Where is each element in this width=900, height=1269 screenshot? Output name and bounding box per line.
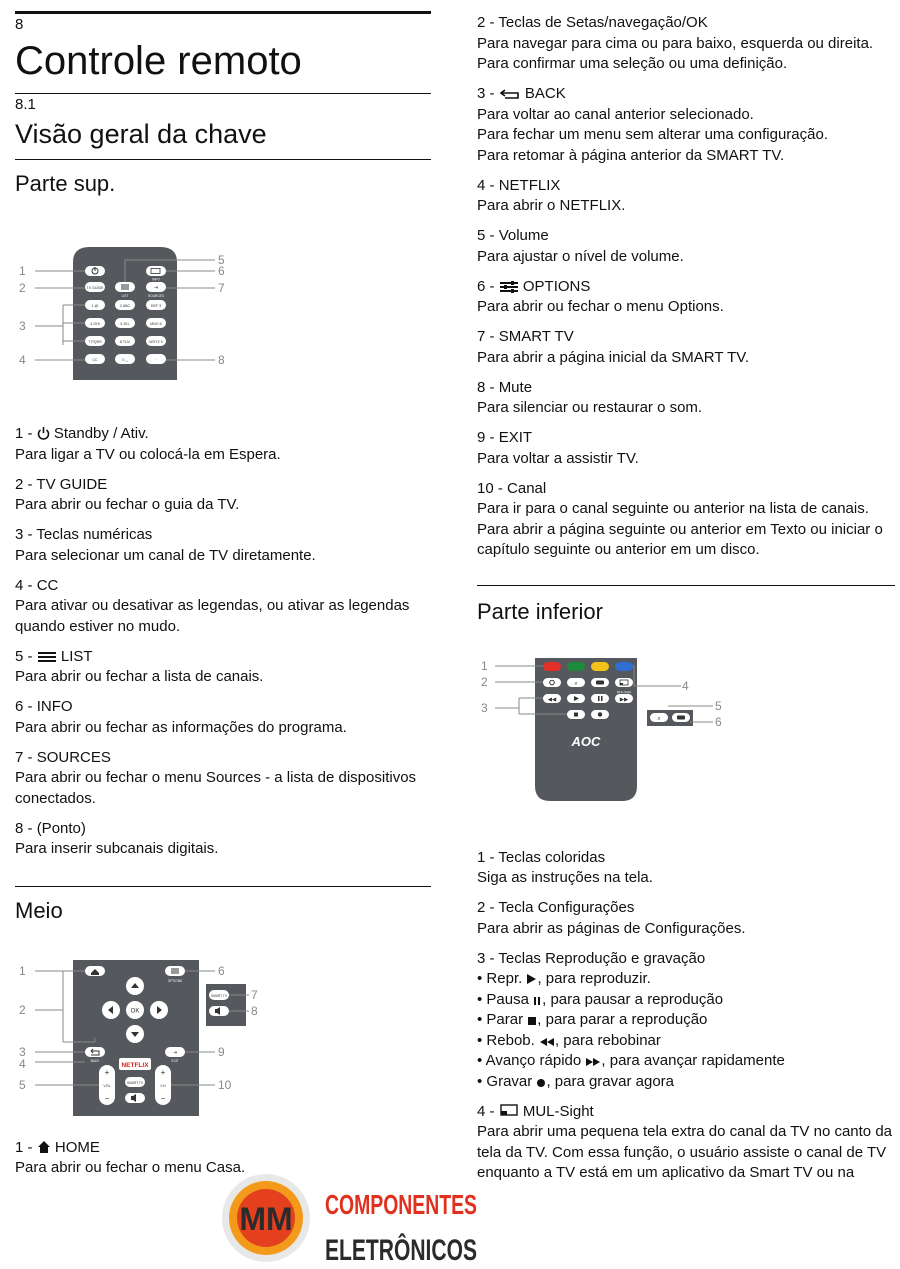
entry-number: 2 - [15, 475, 37, 493]
mulsight-desc: Para abrir uma pequena tela extra do canal da TV no canto da tela da TV. Com essa função, o usuário assiste o canal de TV enquanto a TV está em um aplicativo da Smart TV ou na [477, 1123, 892, 1181]
bottom-part-title: Parte inferior [477, 598, 603, 624]
top-entry-1 [15, 424, 431, 465]
middle-entry-heading [15, 1138, 431, 1159]
options-icon [499, 278, 519, 295]
top-entry-8 [15, 819, 431, 860]
svg-text:⌕: ⌕ [574, 680, 578, 687]
top-entry-description: Para abrir ou fechar a lista de canais. [15, 668, 264, 685]
entry-number: 7 - [477, 328, 499, 345]
key-8: 8 TUV [119, 340, 131, 344]
playback-heading: 3 - Teclas Reprodução e gravação [477, 949, 706, 967]
middle-right-entry-heading [477, 13, 895, 34]
key-5: 5 JKL [120, 322, 130, 326]
playback-item-6 [477, 1072, 895, 1093]
entry-heading-text: Standby / Ativ. [53, 425, 149, 442]
pause-icon [533, 991, 542, 1008]
key-1: 1.@ [91, 304, 99, 308]
callout-4: 4 [19, 353, 26, 367]
mid-callout-8: 8 [251, 1003, 258, 1018]
mulsight-heading: 4 - MUL-Sight [477, 1102, 594, 1120]
top-entry-2 [15, 475, 431, 516]
middle-right-entry-description: Para abrir ou fechar o menu Options. [477, 298, 724, 315]
svg-text:+: + [104, 1067, 110, 1077]
top-entry-6 [15, 697, 431, 738]
key-info-label: INFO [152, 277, 160, 282]
svg-text:−: − [160, 1093, 166, 1103]
middle-right-entry-6 [477, 327, 895, 368]
bottom-entry-2 [477, 898, 895, 939]
callout-2: 2 [19, 281, 26, 295]
key-options-label: OPTIONS [167, 978, 183, 983]
entry-heading-prefix: Tecla [498, 899, 538, 916]
middle-right-entry-2 [477, 84, 895, 166]
playback-item-label: Rebob. [486, 1031, 539, 1049]
middle-entry-description: Para abrir ou fechar o menu Casa. [15, 1159, 246, 1176]
svg-text:−: − [104, 1093, 110, 1103]
play-icon [526, 970, 537, 987]
middle-right-entry-heading [477, 176, 895, 197]
key-mulsight-label: MUL-Sight [616, 689, 632, 694]
entry-number: 6 - [15, 698, 37, 715]
top-entry-description: Para ativar ou desativar as legendas, ou ativar as legendas quando estiver no mudo. [15, 597, 410, 635]
entry-number: 1 - [477, 848, 499, 866]
entry-heading-prefix: Teclas de [498, 14, 566, 31]
bottom-remote-diagram [477, 656, 737, 806]
middle-right-entry-heading [477, 428, 895, 449]
record-icon [536, 1073, 546, 1090]
top-entry-heading [15, 819, 431, 840]
mid-callout-7: 7 [251, 987, 258, 1002]
key-2: 2 ABC [119, 304, 131, 308]
playback-item-label: Gravar [486, 1072, 537, 1090]
middle-right-entry-8 [477, 428, 895, 469]
middle-right-entry-heading [477, 479, 895, 500]
entry-number: 8 - [15, 819, 37, 837]
playback-item-label: Parar [486, 1011, 528, 1028]
key-cc: CC [92, 358, 98, 362]
middle-right-entries-list [477, 13, 895, 561]
top-entry-heading [15, 475, 431, 496]
middle-part-title: Meio [15, 897, 63, 923]
top-part-title: Parte sup. [15, 171, 116, 196]
middle-right-entry-heading [477, 277, 895, 298]
watermark-line2: ELETRÔNICOS [325, 1234, 542, 1267]
list-icon [37, 648, 57, 665]
middle-right-entry-description: Para voltar a assistir TV. [477, 449, 639, 467]
callout-1: 1 [19, 264, 26, 278]
entry-heading-text: Setas/navegação/OK [565, 14, 708, 31]
entry-number: 8 - [477, 378, 499, 396]
bottom-entry-description: Para abrir as páginas de Configurações. [477, 919, 746, 937]
brand-logo: AOC [571, 733, 601, 749]
mid-callout-2: 2 [19, 1002, 26, 1017]
svg-text:⇥: ⇥ [153, 285, 159, 291]
callout-8: 8 [218, 353, 225, 367]
playback-item-4 [477, 1031, 895, 1052]
watermark-logo [222, 1172, 542, 1267]
middle-right-entry-heading [477, 327, 895, 348]
entry-heading-text: LIST [60, 647, 93, 665]
stop-icon [527, 1011, 537, 1028]
key-tvguide: TV GUIDE [86, 286, 104, 290]
top-entry-heading [15, 647, 431, 668]
playback-item-label: Repr. [486, 970, 527, 987]
top-remote-diagram [15, 242, 245, 402]
entry-number: 2 - [477, 899, 499, 916]
top-entry-heading [15, 424, 431, 445]
key-6: MNO 6 [150, 322, 162, 326]
entry-number: 10 - [477, 479, 508, 497]
mulsight-entry [477, 1102, 895, 1184]
playback-item-label: Pausa [486, 990, 534, 1008]
bottom-entries-list [477, 848, 895, 940]
top-entry-3 [15, 525, 431, 566]
playback-item-5 [477, 1051, 895, 1072]
entry-heading-text: INFO [36, 698, 73, 715]
bot-callout-6: 6 [715, 714, 722, 729]
playback-item-description: , para rebobinar [554, 1031, 661, 1049]
key-sources-label: SOURCES [148, 294, 164, 298]
entry-heading-text: Volume [498, 227, 549, 244]
playback-item-1 [477, 969, 895, 990]
bottom-rule [477, 585, 895, 586]
bot-callout-5: 5 [715, 698, 722, 713]
playback-item-description: , para parar a reprodução [537, 1011, 708, 1028]
entry-number: 3 - [477, 85, 499, 102]
entry-heading-text: NETFLIX [498, 176, 561, 194]
callout-7: 7 [218, 281, 225, 295]
middle-right-entry-description: Para abrir o NETFLIX. [477, 197, 626, 214]
entry-number: 4 - [15, 576, 37, 594]
top-entry-heading [15, 697, 431, 718]
mid-callout-1: 1 [19, 963, 26, 978]
fast-forward-icon [585, 1052, 601, 1069]
chapter-rule [15, 11, 431, 14]
callout-6: 6 [218, 264, 225, 278]
playback-item-3 [477, 1010, 895, 1031]
middle-right-entry-5 [477, 277, 895, 318]
key-exit-label: EXIT [171, 1058, 179, 1063]
key-ch: CH [160, 1083, 166, 1088]
key-ok: OK [130, 1008, 140, 1014]
entry-heading-text: Mute [498, 378, 533, 396]
entry-number: 7 - [15, 748, 37, 766]
chapter-title: Controle remoto [15, 39, 302, 83]
middle-right-entry-heading [477, 378, 895, 399]
playback-item-description: , para gravar agora [546, 1072, 675, 1090]
key-netflix: NETFLIX [121, 1061, 149, 1069]
top-entry-description: Para ligar a TV ou colocá-la em Espera. [15, 445, 281, 463]
top-entry-description: Para inserir subcanais digitais. [15, 840, 219, 857]
section-number: 8.1 [15, 96, 36, 113]
entry-heading-text: Configurações [537, 899, 635, 916]
mid-callout-4: 4 [19, 1056, 26, 1071]
back-icon [499, 85, 521, 102]
mid-callout-5: 5 [19, 1077, 26, 1092]
middle-right-entry-description: Para abrir a página inicial da SMART TV. [477, 348, 750, 366]
entry-number: 6 - [477, 277, 499, 295]
callout-3: 3 [19, 319, 26, 333]
entry-number: 1 - [15, 1138, 37, 1156]
entry-heading-text: HOME [54, 1138, 100, 1156]
entry-heading-text: EXIT [498, 429, 533, 446]
playback-item-2 [477, 990, 895, 1011]
subsection-rule [15, 159, 431, 160]
top-entry-description: Para abrir ou fechar o guia da TV. [15, 496, 240, 513]
key-9: WXYZ 9 [149, 340, 163, 344]
entry-number: 3 - [15, 526, 37, 543]
top-entry-description: Para abrir ou fechar o menu Sources - a lista de dispositivos conectados. [15, 769, 417, 807]
entry-heading-text: Teclas numéricas [36, 526, 153, 543]
key-3: DEF 3 [150, 304, 162, 308]
callout-5: 5 [218, 253, 225, 267]
key-list-label: LIST [121, 294, 129, 298]
key-back-label: BACK [90, 1058, 100, 1063]
mulsight-inline-icon [499, 1104, 519, 1118]
top-entry-7 [15, 748, 431, 810]
key-0: 0 ␣ [122, 358, 128, 362]
key-dot: · [155, 358, 157, 362]
playback-item-description: , para reproduzir. [537, 970, 651, 987]
home-icon [37, 1139, 51, 1156]
mid-callout-10: 10 [218, 1077, 232, 1092]
entry-heading-text: SMART TV [498, 328, 574, 345]
entry-heading-text: Canal [507, 479, 547, 497]
top-entries-list [15, 424, 431, 860]
section-title: Visão geral da chave [15, 119, 267, 149]
svg-text:⌕: ⌕ [657, 715, 661, 722]
mid-callout-9: 9 [218, 1044, 225, 1059]
middle-right-entry-9 [477, 479, 895, 561]
bottom-entry-heading [477, 848, 895, 869]
svg-text:SMART TV: SMART TV [211, 993, 227, 998]
key-7: 7 PQRS [88, 340, 102, 344]
middle-right-entry-description: Para voltar ao canal anterior selecionado. Para fechar um menu sem alterar uma configuração. Para retomar à página anterior da SMART TV. [477, 105, 828, 164]
bottom-entry-heading [477, 898, 895, 919]
top-entry-description: Para selecionar um canal de TV diretamente. [15, 546, 316, 564]
middle-right-entry-4 [477, 226, 895, 267]
mid-callout-3: 3 [19, 1044, 26, 1059]
middle-right-entry-description: Para ajustar o nível de volume. [477, 247, 684, 265]
playback-item-description: , para pausar a reprodução [542, 990, 724, 1008]
top-entry-heading [15, 576, 431, 597]
middle-right-entry-description: Para ir para o canal seguinte ou anterior na lista de canais. Para abrir a página seguinte ou anterior em Texto ou iniciar o capítulo seguinte ou anterior em um disco. [477, 500, 883, 558]
middle-right-entry-description: Para silenciar ou restaurar o som. [477, 399, 703, 416]
svg-text:▶▶: ▶▶ [619, 696, 629, 703]
bottom-entry-description: Siga as instruções na tela. [477, 869, 653, 886]
top-entry-description: Para abrir ou fechar as informações do programa. [15, 718, 347, 736]
rewind-icon [539, 1032, 555, 1049]
top-entry-4 [15, 576, 431, 638]
middle-right-entry-heading [477, 226, 895, 247]
entry-heading-text: CC [36, 576, 59, 594]
svg-text:+: + [160, 1067, 166, 1077]
bot-callout-3: 3 [481, 700, 488, 715]
entry-heading-text: TV GUIDE [36, 475, 108, 493]
entry-heading-text: SOURCES [36, 748, 111, 766]
entry-heading-text: BACK [524, 85, 566, 102]
middle-right-entry-1 [477, 13, 895, 75]
middle-rule [15, 886, 431, 887]
section-rule [15, 93, 431, 94]
middle-right-entry-heading [477, 84, 895, 105]
entry-number: 4 - [477, 176, 499, 194]
entry-number: 2 - [477, 14, 499, 31]
entry-number: 9 - [477, 429, 499, 446]
bot-callout-4: 4 [682, 678, 689, 693]
watermark-line1: COMPONENTES [325, 1189, 477, 1220]
key-smarttv: SMART TV [127, 1080, 143, 1085]
power-icon [37, 425, 50, 442]
chapter-number: 8 [15, 16, 24, 33]
entry-heading-text: Teclas coloridas [498, 848, 606, 866]
entry-number: 1 - [15, 425, 37, 442]
entry-heading-text: OPTIONS [522, 277, 591, 295]
playback-entry [477, 949, 895, 1093]
bottom-entry-1 [477, 848, 895, 889]
middle-right-entry-3 [477, 176, 895, 217]
mid-callout-6: 6 [218, 963, 225, 978]
playback-item-description: , para avançar rapidamente [601, 1052, 785, 1069]
watermark-monogram: MM [239, 1201, 293, 1237]
entry-number: 5 - [15, 647, 37, 665]
svg-text:⇥: ⇥ [172, 1049, 178, 1056]
svg-text:◀◀: ◀◀ [547, 696, 557, 703]
right-column [477, 13, 895, 1193]
left-column [15, 0, 431, 1188]
bot-callout-1: 1 [481, 658, 488, 673]
playback-bullets [477, 969, 895, 1092]
top-entry-5 [15, 647, 431, 688]
top-entry-heading [15, 525, 431, 546]
entry-heading-text: (Ponto) [36, 819, 86, 837]
top-entry-heading [15, 748, 431, 769]
key-4: 4 GHI [90, 322, 100, 326]
middle-right-entry-7 [477, 378, 895, 419]
playback-item-label: Avanço rápido [485, 1052, 586, 1069]
bot-callout-2: 2 [481, 674, 488, 689]
middle-right-entry-description: Para navegar para cima ou para baixo, esquerda ou direita. Para confirmar uma seleção ou uma definição. [477, 34, 874, 72]
entry-number: 5 - [477, 227, 499, 244]
key-vol: VOL [103, 1083, 111, 1088]
middle-remote-diagram [15, 958, 275, 1118]
